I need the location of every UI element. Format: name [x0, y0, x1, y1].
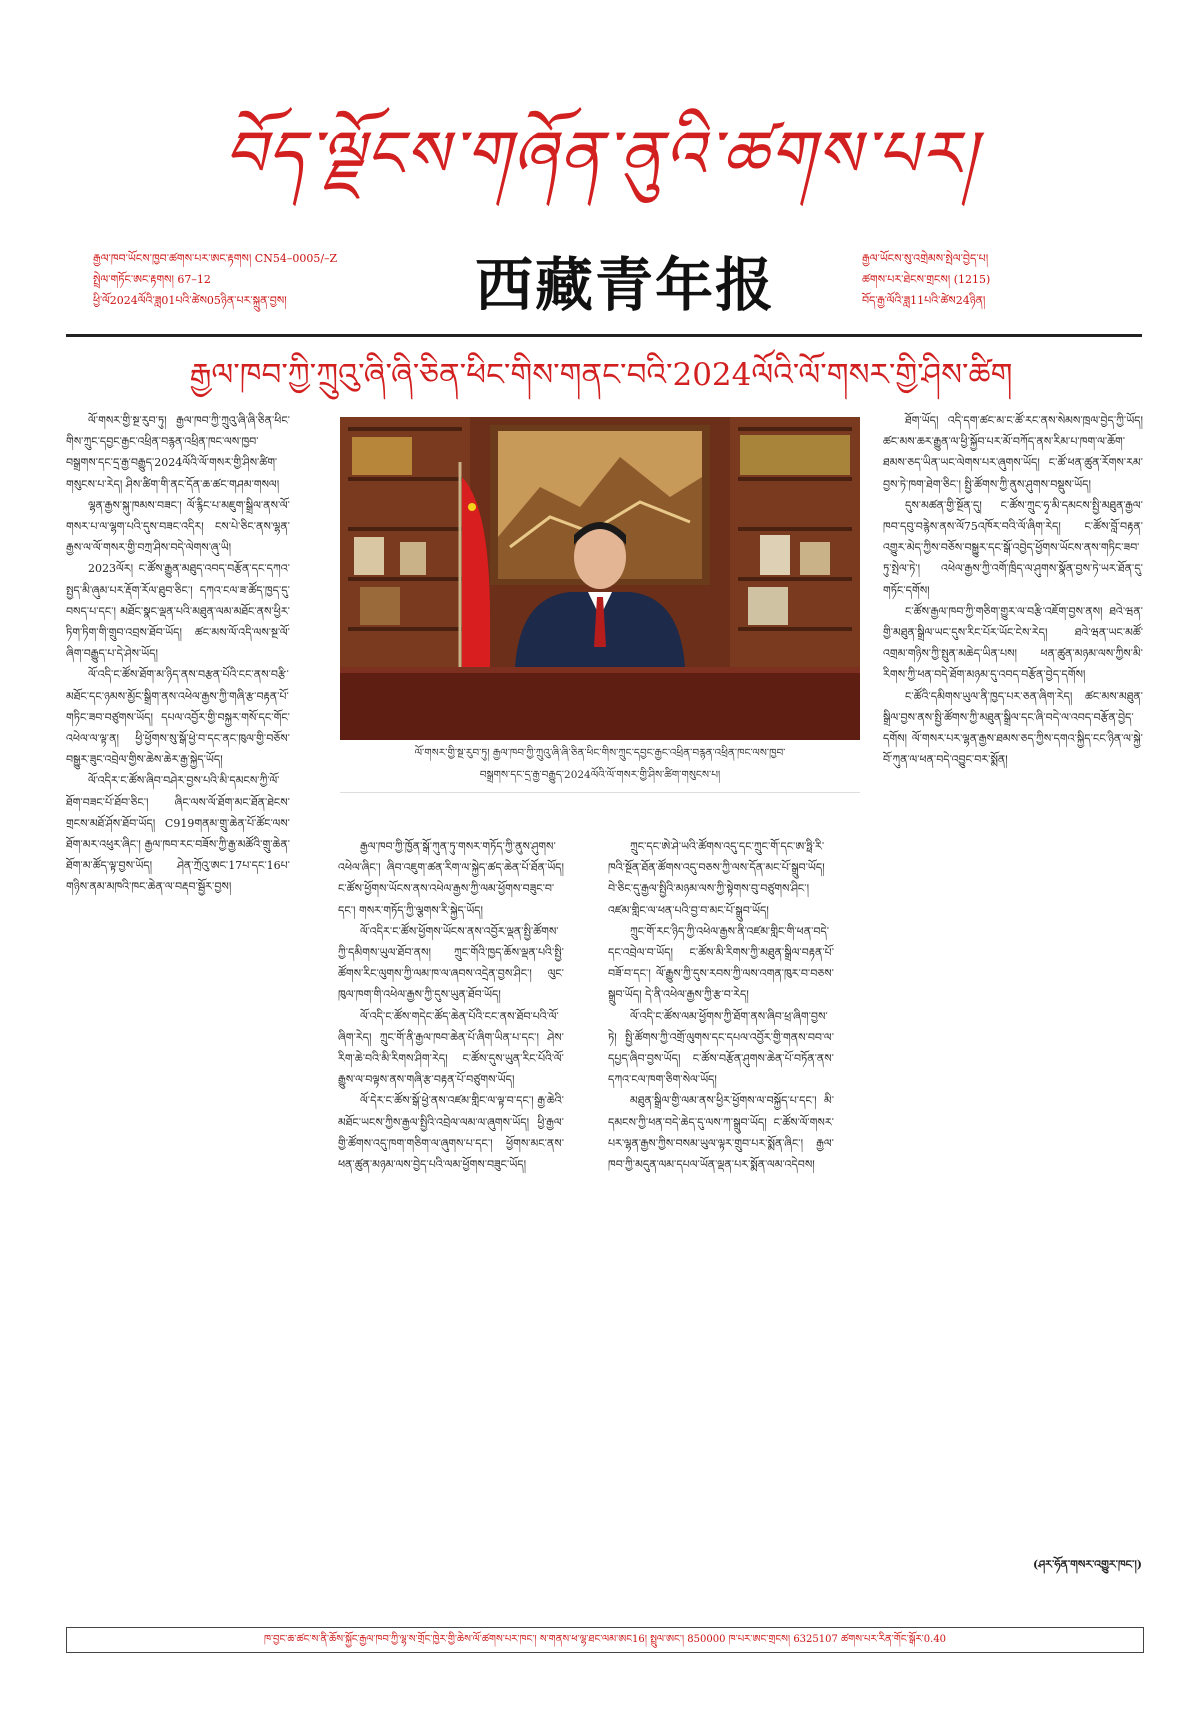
- meta-right-line-3: བོད་རྒྱ་ལོའི་ཟླ11པའི་ཚེས24ཉིན།: [862, 294, 986, 307]
- paragraph: ཀྲུང་དང་ཨེ་ཤེ་ཡའི་ཚོགས་འདུ་དང་ཀྲུང་གོ་དང་ཨ་ཧྥི་རི་ཁའི་སྔོན་ཐོན་ཚོགས་འདུ་བཅས་ཀྱི་ལས་དོན་མང་པོ་སྒྲུབ་ཡོད། བེ་ཅིང་དུ་རྒྱལ་སྤྱིའི་མཉམ་ལས་ཀྱི་སྟེགས་བུ་བཙུགས་ཤིང་། འཛམ་གླིང་ལ་ཕན་པའི་བྱ་བ་མང་པོ་སྒྲུབ་ཡོད།: [608, 840, 825, 917]
- masthead: [60, 100, 1142, 230]
- paragraph: ང་ཚོས་རྒྱལ་ཁབ་ཀྱི་གཅིག་གྱུར་ལ་བརྩི་འཇོག་བྱས་ནས། ཐའེ་ཝན་གྱི་མཐུན་སྒྲིལ་ཡང་དུས་རིང་པོར་ཡོང་ངེས་རེད། ཐའེ་ཝན་ཡང་མཚོ་འགྲམ་གཉིས་ཀྱི་སྤུན་མཆེད་ཡིན་པས། ཕན་ཚུན་མཉམ་ལས་ཀྱིས་མི་རིགས་ཀྱི་ཕན་བདེ་ཐོག་མཉམ་དུ་འབད་བརྩོན་བྱེད་དགོས།: [883, 604, 1143, 682]
- meta-left-line-2: སྤྲེལ་གཏོང་ཨང་རྟགས། 67–12: [93, 273, 211, 286]
- meta-left-line-1: རྒྱལ་ཁབ་ཡོངས་ཁྱབ་ཚགས་པར་ཨང་རྟགས། CN54–0005/–Z: [93, 252, 338, 265]
- headline: རྒྱལ་ཁབ་ཀྱི་ཀྲུའུ་ཞི་ཞི་ཅིན་ཕིང་གིས་གནང་བའི་2024ལོའི་ལོ་གསར་གྱི་ཤིས་ཚིག: [189, 357, 1013, 393]
- article-column-1: [66, 410, 290, 1575]
- paragraph: མཐུན་སྒྲིལ་གྱི་ལམ་ནས་ཕྱིར་ཕྱོགས་ལ་བསྐྱོད་པ་དང་། མི་དམངས་ཀྱི་ཕན་བདེ་ཆེད་དུ་ལས་ཀ་སྒྲུབ་ཡོད། ང་ཚོས་ལོ་གསར་པར་ལྷན་རྒྱས་ཀྱིས་བསམ་ཡུལ་ལྟར་གྲུབ་པར་སྨོན་ཞིང་། རྒྱལ་ཁབ་ཀྱི་མདུན་ལམ་དཔལ་ཡོན་ལྡན་པར་སྨོན་ལམ་འདེབས།: [608, 1094, 834, 1172]
- article-column-3: [608, 836, 834, 1576]
- paragraph: རྒྱལ་ཁབ་ཀྱི་ཁྱོན་སྒོ་ཀུན་ཏུ་གསར་གཏོད་ཀྱི་ནུས་ཤུགས་འཕེལ་ཞིང་། ཞིབ་འཇུག་ཚན་རིག་ལ་སྐྱེད་ཚད་ཆེན་པོ་ཐོན་ཡོད། ང་ཚོས་ཕྱོགས་ཡོངས་ནས་འཕེལ་རྒྱས་ཀྱི་ལམ་ཕྱོགས་བཟུང་བ་དང་། གསར་གཏོད་ཀྱི་ལྕགས་རི་སྐྱེད་ཡོད།: [338, 840, 564, 917]
- paragraph: ལོ་འདིར་ང་ཚོས་ཞིབ་བཤེར་བྱས་པའི་མི་དམངས་ཀྱི་ལོ་ཐོག་བཟང་པོ་ཐོབ་ཅིང་། ཞིང་ལས་ལོ་ཐོག་མང་ཐོན་ཐེངས་གྲངས་མཐོ་ཤོས་ཐོབ་ཡོད། C919གནམ་གྲུ་ཆེན་པོ་ཚོང་ལས་ཐོག་མར་འཕུར་ཞིང་། རྒྱལ་ཁབ་རང་བཟོས་ཀྱི་རྒྱ་མཚོའི་གྲུ་ཆེན་ཐོག་མ་ཚོད་ལྟ་བྱས་ཡོད། ཤེན་ཀྲོའུ་ཨང་17པ་དང་16པ་གཉིས་ནམ་མཁའི་ཁང་ཆེན་ལ་བརྡབ་སྦྱོར་བྱས།: [66, 774, 290, 894]
- paragraph: ལོ་དེར་ང་ཚོས་སྒོ་ཕྱེ་ནས་འཛམ་གླིང་ལ་ལྟ་བ་དང་། རྒྱ་ཆེའི་མཐོང་ཡངས་ཀྱིས་རྒྱལ་སྤྱིའི་འབྲེལ་ལམ་ལ་ཞུགས་ཡོད། ཕྱི་རྒྱལ་གྱི་ཚོགས་འདུ་ཁག་གཅིག་ལ་ཞུགས་པ་དང་། ཕྱོགས་མང་ནས་ཕན་ཚུན་མཉམ་ལས་བྱེད་པའི་ལམ་ཕྱོགས་བཟུང་ཡོད།: [338, 1094, 564, 1172]
- paragraph: ཀྲུང་གོ་རང་ཉིད་ཀྱི་འཕེལ་རྒྱས་ནི་འཛམ་གླིང་གི་ཕན་བདེ་དང་འབྲེལ་བ་ཡོད། ང་ཚོས་མི་རིགས་ཀྱི་མཐུན་སྒྲིལ་བརྟན་པོ་བཟོ་བ་དང་། ལོ་རྒྱུས་ཀྱི་དུས་རབས་ཀྱི་ལས་འགན་ཁུར་བ་བཅས་སྒྲུབ་ཡོད། དེ་ནི་འཕེལ་རྒྱས་ཀྱི་རྩ་བ་རེད།: [608, 924, 834, 1002]
- caption-line-2: བསྒྲགས་དང་དྲ་རྒྱ་བརྒྱུད་2024ལོའི་ལོ་གསར་གྱི་ཤིས་ཚིག་གསུངས་པ།: [479, 769, 721, 781]
- meta-right-line-1: རྒྱལ་ཡོངས་སུ་འགྲེམས་སྤེལ་བྱེད་པ།: [862, 252, 989, 265]
- paragraph: ལྷན་རྒྱས་སྐུ་ཁམས་བཟང་། ལོ་རྙིང་པ་མཇུག་སྒྲིལ་ནས་ལོ་གསར་པ་ལ་ལྷག་པའི་དུས་བཟང་འདིར། ངས་པེ་ཅིང་ནས་ལྷན་རྒྱས་ལ་ལོ་གསར་གྱི་བཀྲ་ཤིས་བདེ་ལེགས་ཞུ་ཡི།: [66, 498, 290, 555]
- publication-info-left: [93, 248, 433, 311]
- meta-left-line-3: ཕྱི་ལོ2024ལོའི་ཟླ01པའི་ཚེས05ཉིན་པར་སྐྲུན་བྱས།: [93, 294, 287, 307]
- publication-info-right: [862, 248, 1132, 311]
- article-column-2: [338, 836, 564, 1576]
- header-rule: [66, 334, 1142, 337]
- meta-right-line-2: ཚགས་པར་ཐེངས་གྲངས། (1215): [862, 273, 991, 286]
- masthead-tibetan-title: བོད་ལྗོངས་གཞོན་ནུའི་ཚགས་པར།: [224, 118, 978, 192]
- paragraph: ལོ་གསར་གྱི་སྔ་རུབ་ཏུ། རྒྱལ་ཁབ་ཀྱི་ཀྲུའུ་ཞི་ཞི་ཅིན་ཕིང་གིས་ཀྲུང་དབྱང་རྒྱང་འཕྲིན་བརྙན་འཕྲིན་ཁང་ལས་ཁྱབ་བསྒྲགས་དང་དྲ་རྒྱ་བརྒྱུད་2024ལོའི་ལོ་གསར་གྱི་ཤིས་ཚིག་གསུངས་པ་རེད། ཤིས་ཚིག་གི་ནང་དོན་ཆ་ཚང་གཤམ་གསལ།: [66, 414, 290, 491]
- chinese-title: 西藏青年报: [474, 251, 775, 319]
- article-column-4: [883, 410, 1143, 1575]
- paragraph: ང་ཚོའི་དམིགས་ཡུལ་ནི་ཁྱད་པར་ཅན་ཞིག་རེད། ཚང་མས་མཐུན་སྒྲིལ་བྱས་ནས་སྤྱི་ཚོགས་ཀྱི་མཐུན་སྒྲིལ་དང་ཞི་བདེ་ལ་འབད་བརྩོན་བྱེད་དགོས། ལོ་གསར་པར་ལྷན་རྒྱས་ཐམས་ཅད་ཀྱིས་དགའ་སྐྱིད་ངང་ཉིན་ལ་སྐྱེ་བོ་ཀུན་ལ་ཕན་བདེ་འབྱུང་བར་སྨོན།: [883, 689, 1143, 767]
- paragraph: དུས་མཚན་གྱི་སྔོན་དུ། ང་ཚོས་ཀྲུང་ཧྭ་མི་དམངས་སྤྱི་མཐུན་རྒྱལ་ཁབ་དབུ་བརྙེས་ནས་ལོ75འཁོར་བའི་ལོ་ཞིག་རེད། ང་ཚོས་བློ་བརྟན་འགྱུར་མེད་ཀྱིས་བཅོས་བསྒྱུར་དང་སྒོ་འབྱེད་ཕྱོགས་ཡོངས་ནས་གཏིང་ཟབ་ཏུ་སྤེལ་ཏེ་། འཕེལ་རྒྱས་ཀྱི་འགོ་ཁྲིད་ལ་ཤུགས་སྣོན་བྱས་ཏེ་ཡར་ཐོན་དུ་གཏོང་དགོས།: [883, 498, 1143, 597]
- paragraph: ལོ་འདི་ང་ཚོས་གདེང་ཚོད་ཆེན་པོའི་ངང་ནས་ཐོབ་པའི་ལོ་ཞིག་རེད། ཀྲུང་གོ་ནི་རྒྱལ་ཁབ་ཆེན་པོ་ཞིག་ཡིན་པ་དང་། ཤེས་རིག་ཆེ་བའི་མི་རིགས་ཤིག་རེད། ང་ཚོས་དུས་ཡུན་རིང་པོའི་ལོ་རྒྱུས་ལ་བལྟས་ནས་གཞི་རྩ་བརྟན་པོ་བཙུགས་ཡོད།: [338, 1009, 564, 1087]
- paragraph: ཐོག་ཡོད། འདི་དག་ཚང་མ་ང་ཚོ་རང་ནས་སེམས་ཁྲལ་བྱེད་ཀྱི་ཡོད། ཚང་མས་ཆར་རྒྱུན་ལ་ཕྱི་སྐྱོབ་པར་མོ་བཀོད་ནས་རིམ་པ་ཁག་ལ་ཆོག་ཐམས་ཅད་ཡིན་ཡང་ལེགས་པར་ཞུགས་ཡོད། ང་ཚོ་ཕན་ཚུན་རོགས་རམ་བྱས་ཏེ་ཁག་ཐེག་ཅིང་། སྤྱི་ཚོགས་ཀྱི་ནུས་ཤུགས་བསྡུས་ཡོད།: [883, 414, 1143, 491]
- photo-caption: [340, 742, 860, 793]
- news-photo: [340, 417, 860, 740]
- paragraph: ལོ་འདི་ང་ཚོས་ཐོག་མ་ཉིད་ནས་བརྩན་པོའི་ངང་ནས་བརྩི་མཐོང་དང་ཉམས་མྱོང་སྒྲིག་ནས་འཕེལ་རྒྱས་ཀྱི་གཞི་རྩ་བརྟན་པོ་གཏིང་ཟབ་བཙུགས་ཡོད། དཔལ་འབྱོར་གྱི་བསྐྱར་གསོ་དང་གོང་འཕེལ་ལ་ལྟ་ན། ཕྱི་ཕྱོགས་སུ་སྒོ་ཕྱེ་བ་དང་ནང་ཁུལ་གྱི་བཅོས་བསྒྱུར་ཟུང་འབྲེལ་གྱིས་ཆེས་ཆེར་རྒྱ་སྐྱེད་ཡོད།: [66, 668, 290, 767]
- news-photo-illustration: [340, 417, 860, 740]
- paragraph: 2023ལོར། ང་ཚོས་རྒྱུན་མཐུད་འབད་བརྩོན་དང་དཀའ་སྤྱད་མི་ཞུམ་པར་རྡོག་རོལ་ཐུབ་ཅིང་། དཀའ་ངལ་ཟ་ཚོད་ཁྱད་དུ་བསད་པ་དང་། མཐོང་སྣང་ལྡན་པའི་མཐུན་ལམ་མཐོང་ནས་ཕྱིར་ཏིག་ཏིག་གི་གྲུབ་འབྲས་ཐོབ་ཡོད། ཚང་མས་ལོ་འདི་ལས་སྔ་ལོ་ཞིག་བརྒྱུད་པ་དེ་ཤེས་ཡོད།: [66, 562, 290, 661]
- byline: (ཤར་ཧོན་གསར་འགྱུར་ཁང་།): [1033, 1558, 1142, 1571]
- footer-imprint: ཁ་བྱང་ཆ་ཚང་ས་ནི་ཆོས་སྐྱོང་རྒྱལ་ཁབ་ཀྱི་ལྷ་ས་གྲོང་ཁྱེར་གྱི་ཆེས་ལོ་ཚགས་པར་ཁང་། ས་གནས་ཕ་ལྷ་ཐང་ལམ་ཨང16། སྤྲུལ་ཨང་། 850000 ཁ་པར་ཨང་གྲངས། 6325107 ཚགས་པར་རིན་གོང་སྒོར་0.40: [66, 1627, 1144, 1653]
- paragraph: ལོ་འདིར་ང་ཚོས་ཕྱོགས་ཡོངས་ནས་འབྱོར་ལྡན་སྤྱི་ཚོགས་ཀྱི་དམིགས་ཡུལ་ཐོབ་ནས། ཀྲུང་གོའི་ཁྱད་ཆོས་ལྡན་པའི་སྤྱི་ཚོགས་རིང་ལུགས་ཀྱི་ལམ་ཁ་ལ་ཞབས་འདྲེན་བྱས་ཤིང་། ལུང་ཁུལ་ཁག་གི་འཕེལ་རྒྱས་ཀྱི་དུས་ཡུན་ཐོབ་ཡོད།: [338, 924, 564, 1002]
- paragraph: ལོ་འདི་ང་ཚོས་ལམ་ཕྱོགས་ཀྱི་ཐོག་ནས་ཞིབ་ཕྲ་ཞིག་བྱས་ཏེ། སྤྱི་ཚོགས་ཀྱི་འགྲོ་ལུགས་དང་དཔལ་འབྱོར་གྱི་གནས་བབ་ལ་དཔྱད་ཞིབ་བྱས་ཡོད། ང་ཚོས་བརྩོན་ཤུགས་ཆེན་པོ་བཏོན་ནས་དཀའ་ངལ་ཁག་ཅིག་སེལ་ཡོད།: [608, 1009, 834, 1087]
- caption-line-1: ལོ་གསར་གྱི་སྔ་རུབ་ཏུ། རྒྱལ་ཁབ་ཀྱི་ཀྲུའུ་ཞི་ཞི་ཅིན་ཕིང་གིས་ཀྲུང་དབྱང་རྒྱང་འཕྲིན་བརྙན་འཕྲིན་ཁང་ལས་ཁྱབ་: [414, 747, 786, 759]
